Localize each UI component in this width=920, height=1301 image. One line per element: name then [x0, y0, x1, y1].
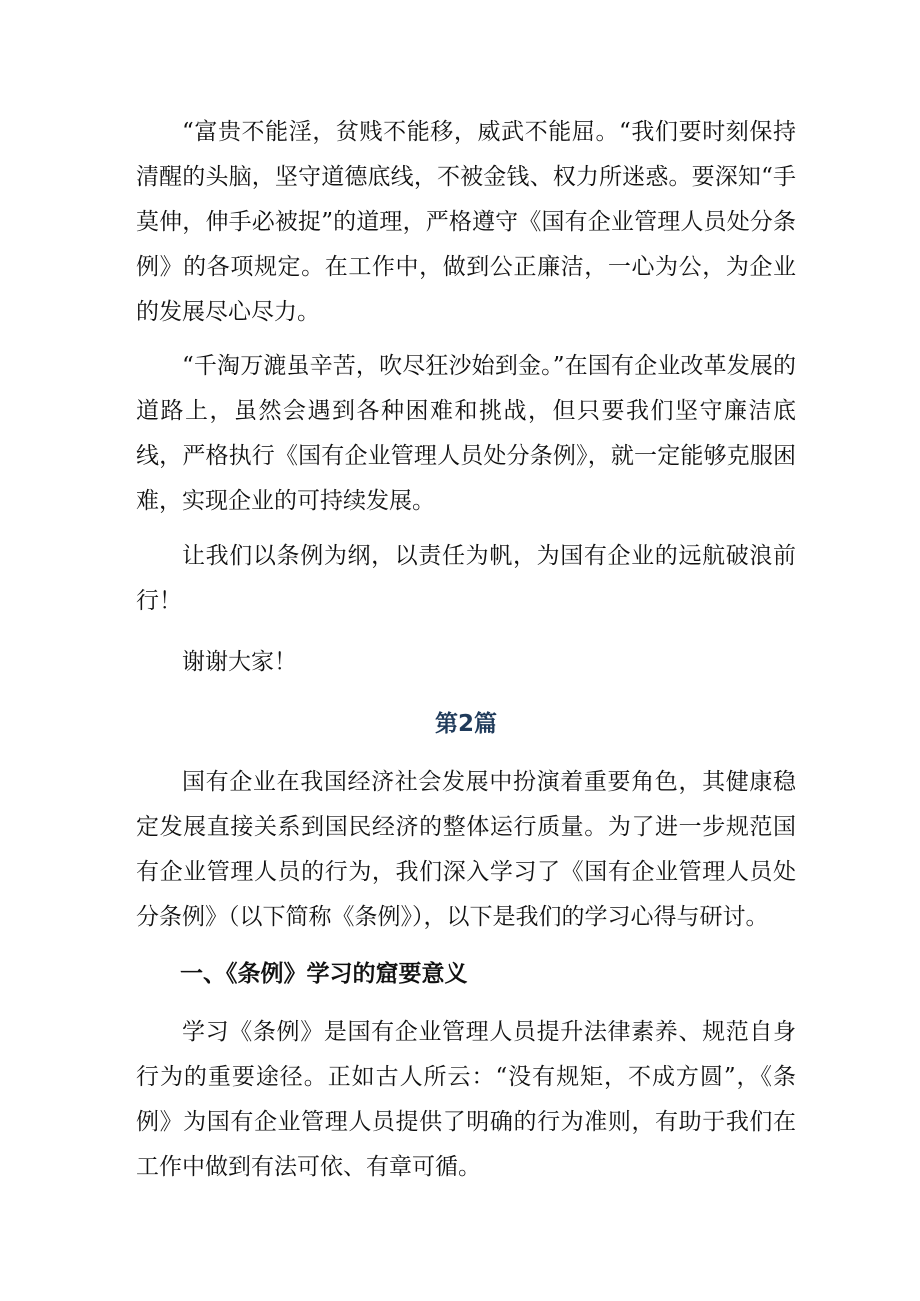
section-heading-1: 一、《条例》学习的窟要意义 [180, 961, 468, 987]
part-title: 第2篇 [434, 711, 497, 737]
paragraph-perseverance: “千淘万漉虽辛苦，吹尽狂沙始到金。”在国有企业改革发展的道路上，虽然会遇到各种困难和挑战，但只要我们坚守廉洁底线，严格执行《国有企业管理人员处分条例》，就一定能够克服困难，实现企业的可持续发展。 [136, 353, 796, 514]
paragraph-call-to-action: 让我们以条例为纲，以责任为帆，为国有企业的远航破浪前行！ [136, 543, 796, 614]
paragraph-integrity: “富贵不能淫，贫贱不能移，威武不能屈。“我们要时刻保持清醒的头脑，坚守道德底线，不被金钱、权力所迷惑。要深知“手莫伸，伸手必被捉”的道理，严格遵守《国有企业管理人员处分条例》的各项规定。在工作中，做到公正廉洁，一心为公，为企业的发展尽心尽力。 [136, 119, 796, 325]
paragraph-part2-intro: 国有企业在我国经济社会发展中扮演着重要角色，其健康稳定发展直接关系到国民经济的整体运行质量。为了进一步规范国有企业管理人员的行为，我们深入学习了《国有企业管理人员处分条例》（以下简称《条例》），以下是我们的学习心得与研讨。 [136, 769, 796, 930]
paragraph-section1: 学习《条例》是国有企业管理人员提升法律素养、规范自身行为的重要途径。正如古人所云：“没有规矩，不成方圆”，《条例》为国有企业管理人员提供了明确的行为准则，有助于我们在工作中做到有法可依、有章可循。 [136, 1019, 796, 1180]
paragraph-thanks: 谢谢大家！ [182, 649, 297, 675]
